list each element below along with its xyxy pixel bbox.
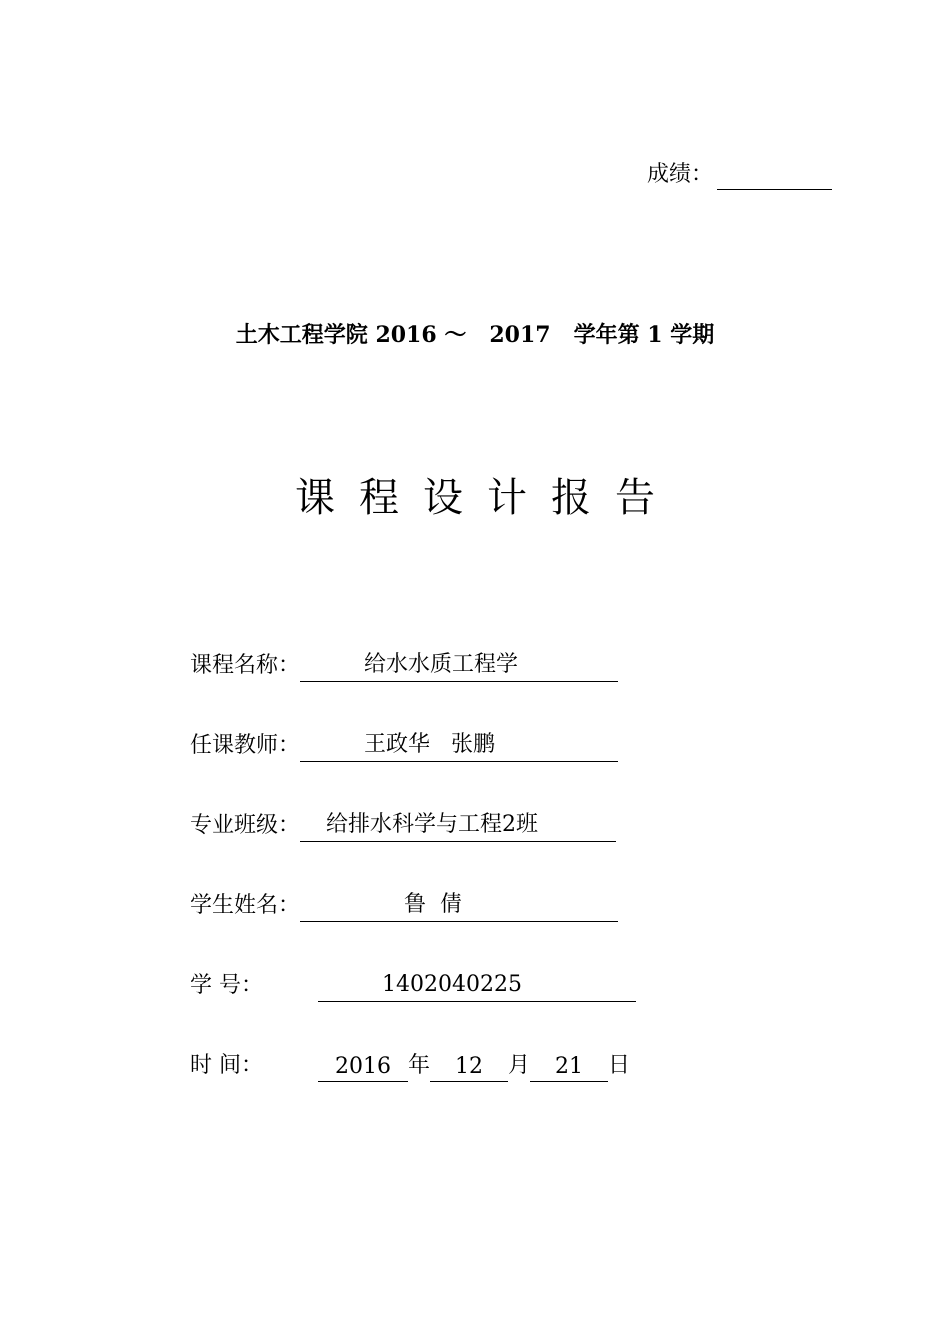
date-day-unit: 日 xyxy=(608,1053,631,1078)
class-value: 给排水科学与工程2班 xyxy=(326,812,539,837)
class-field xyxy=(300,811,616,842)
teacher-value: 王政华 张鹏 xyxy=(364,732,495,757)
date-year: 2016 xyxy=(318,1051,408,1082)
date-day: 21 xyxy=(530,1051,608,1082)
class-label: 专业班级： xyxy=(190,813,301,838)
term-year-end: 2017 xyxy=(489,322,551,348)
date-label: 时 间： xyxy=(190,1053,263,1078)
student-id-label: 学 号： xyxy=(190,973,263,998)
teacher-field xyxy=(300,731,618,762)
class-row xyxy=(190,810,616,842)
teacher-label: 任课教师： xyxy=(190,733,301,758)
grade-blank xyxy=(717,163,832,190)
term-line xyxy=(0,318,950,353)
date-year-unit: 年 xyxy=(408,1053,431,1078)
date-row xyxy=(190,1050,630,1082)
student-id-field xyxy=(318,971,636,1002)
course-name-value: 给水水质工程学 xyxy=(364,652,519,677)
term-year-suffix: 学年第 xyxy=(573,323,640,348)
student-name-row xyxy=(190,890,618,922)
date-month-unit: 月 xyxy=(508,1053,531,1078)
teacher-row xyxy=(190,730,618,762)
student-name-field xyxy=(300,891,618,922)
term-separator: ～ xyxy=(444,323,467,348)
grade-label: 成绩： xyxy=(647,162,714,187)
term-year-start: 2016 xyxy=(375,322,437,348)
report-title: 课程设计报告 xyxy=(295,475,679,521)
student-name-value: 鲁 倩 xyxy=(404,892,463,917)
term-semester: 1 xyxy=(647,322,663,348)
date-month: 12 xyxy=(430,1051,508,1082)
grade-line xyxy=(647,160,832,190)
course-name-field xyxy=(300,651,618,682)
term-school: 土木工程学院 xyxy=(235,323,368,348)
student-id-row xyxy=(190,970,636,1002)
course-name-row xyxy=(190,650,618,682)
term-semester-suffix: 学期 xyxy=(670,323,715,348)
course-name-label: 课程名称： xyxy=(190,653,301,678)
student-id-value: 1402040225 xyxy=(382,972,522,997)
student-name-label: 学生姓名： xyxy=(190,893,301,918)
